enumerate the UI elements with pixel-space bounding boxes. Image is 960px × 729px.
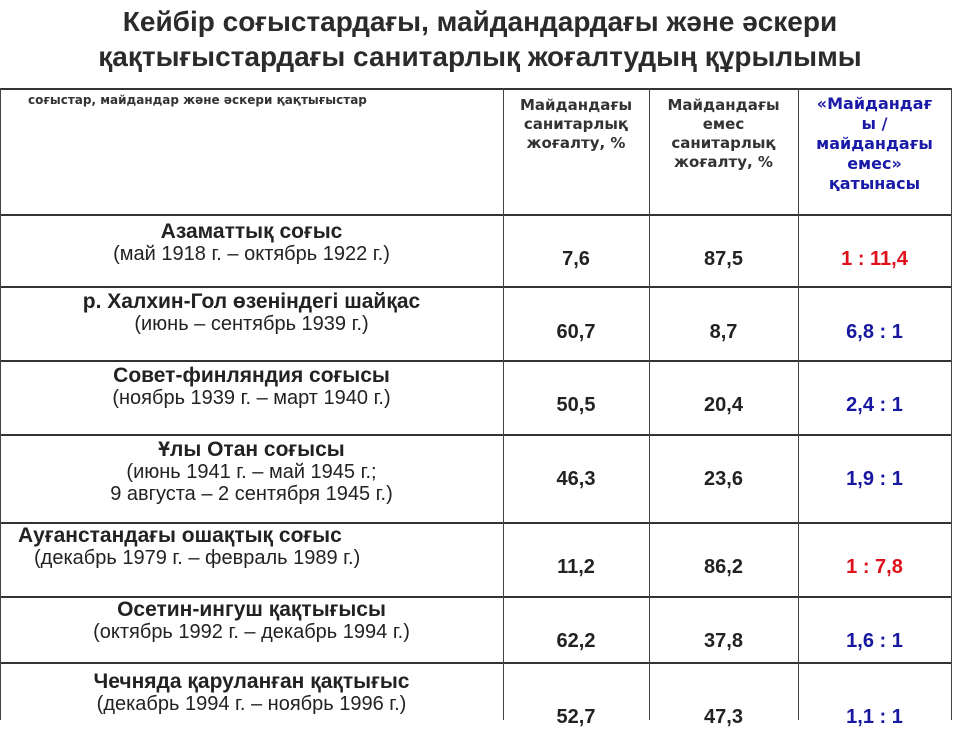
header-nonfront-losses (649, 96, 798, 172)
row-nonfront-value: 47,3 (704, 706, 743, 728)
header-nonfront-line-1: Майдандағы (667, 96, 780, 114)
row-nonfront-value: 87,5 (704, 248, 743, 270)
row-conflict-dates: (октябрь 1992 г. – декабрь 1994 г.) (93, 621, 410, 643)
row-conflict-dates: (ноябрь 1939 г. – март 1940 г.) (112, 387, 391, 409)
header-nonfront-line-2: емес (702, 115, 745, 133)
row-nonfront-value: 8,7 (709, 321, 738, 343)
header-front-line-2: санитарлық (523, 115, 629, 133)
header-conflicts (0, 93, 503, 108)
row-nonfront-value: 37,8 (704, 630, 743, 652)
row-front-value: 7,6 (562, 248, 590, 270)
row-conflict-name: р. Халхин-Гол өзеніндегі шайқас (82, 290, 421, 313)
row-front-value: 46,3 (556, 468, 596, 490)
header-ratio-line-5: қатынасы (828, 174, 921, 193)
row-ratio-value: 1 : 11,4 (841, 248, 908, 270)
table-row (0, 598, 503, 643)
row-conflict-dates: (декабрь 1979 г. – февраль 1989 г.) (34, 547, 361, 569)
header-ratio-line-2: ы / (861, 114, 888, 133)
row-conflict-dates: (декабрь 1994 г. – ноябрь 1996 г.) (96, 693, 407, 715)
table-row (0, 362, 503, 409)
row-front-value: 52,7 (556, 706, 596, 728)
table-row (0, 216, 503, 265)
row-ratio-value: 2,4 : 1 (846, 394, 903, 416)
table-row (0, 524, 503, 569)
header-ratio-line-3: майдандағы (816, 134, 933, 153)
row-conflict-name: Ауғанстандағы ошақтық соғыс (18, 524, 342, 547)
header-ratio-line-1: «Майдандағ (816, 94, 933, 113)
row-front-value: 11,2 (557, 556, 595, 578)
row-conflict-dates: (июнь – сентябрь 1939 г.) (134, 313, 369, 335)
row-ratio-value: 1,1 : 1 (846, 706, 903, 728)
header-nonfront-line-4: жоғалту, % (674, 153, 773, 171)
title-line-2: қақтығыстардағы санитарлық жоғалтудың құрылымы (98, 41, 862, 72)
header-front-line-1: Майдандағы (519, 96, 633, 114)
row-nonfront-value: 20,4 (704, 394, 743, 416)
header-ratio (798, 94, 951, 194)
row-ratio-value: 1 : 7,8 (846, 556, 903, 578)
header-ratio-line-4: емес» (847, 154, 902, 173)
title-line-1: Кейбір соғыстардағы, майдандардағы және әскери (122, 6, 838, 37)
row-conflict-name: Азаматтық соғыс (160, 220, 343, 243)
table-top-rule (0, 88, 952, 90)
row-conflict-dates: (май 1918 г. – октябрь 1922 г.) (113, 243, 390, 265)
table-row (0, 288, 503, 335)
header-front-line-3: жоғалту, % (526, 134, 626, 152)
row-conflict-name: Ұлы Отан соғысы (158, 438, 345, 461)
row-ratio-value: 1,9 : 1 (846, 468, 903, 490)
row-nonfront-value: 23,6 (704, 468, 743, 490)
header-front-losses (503, 96, 649, 153)
row-front-value: 60,7 (556, 321, 596, 343)
row-conflict-name: Осетин-ингуш қақтығысы (117, 598, 386, 621)
row-ratio-value: 1,6 : 1 (846, 630, 903, 652)
row-nonfront-value: 86,2 (704, 556, 743, 578)
row-front-value: 50,5 (556, 394, 596, 416)
row-conflict-dates: (июнь 1941 г. – май 1945 г.; (126, 461, 377, 483)
row-conflict-dates-2: 9 августа – 2 сентября 1945 г.) (110, 483, 393, 505)
row-conflict-name: Чечняда қаруланған қақтығыс (93, 670, 410, 693)
slide-title (0, 4, 960, 74)
row-conflict-name: Совет-финляндия соғысы (113, 364, 390, 387)
row-front-value: 62,2 (556, 630, 596, 652)
table-row (0, 436, 503, 505)
table-row (0, 664, 503, 715)
col-rule-4 (951, 88, 952, 720)
header-nonfront-line-3: санитарлық (671, 134, 776, 152)
header-conflicts-label: соғыстар, майдандар және әскери қақтығыстар (28, 93, 367, 107)
row-ratio-value: 6,8 : 1 (846, 321, 903, 343)
